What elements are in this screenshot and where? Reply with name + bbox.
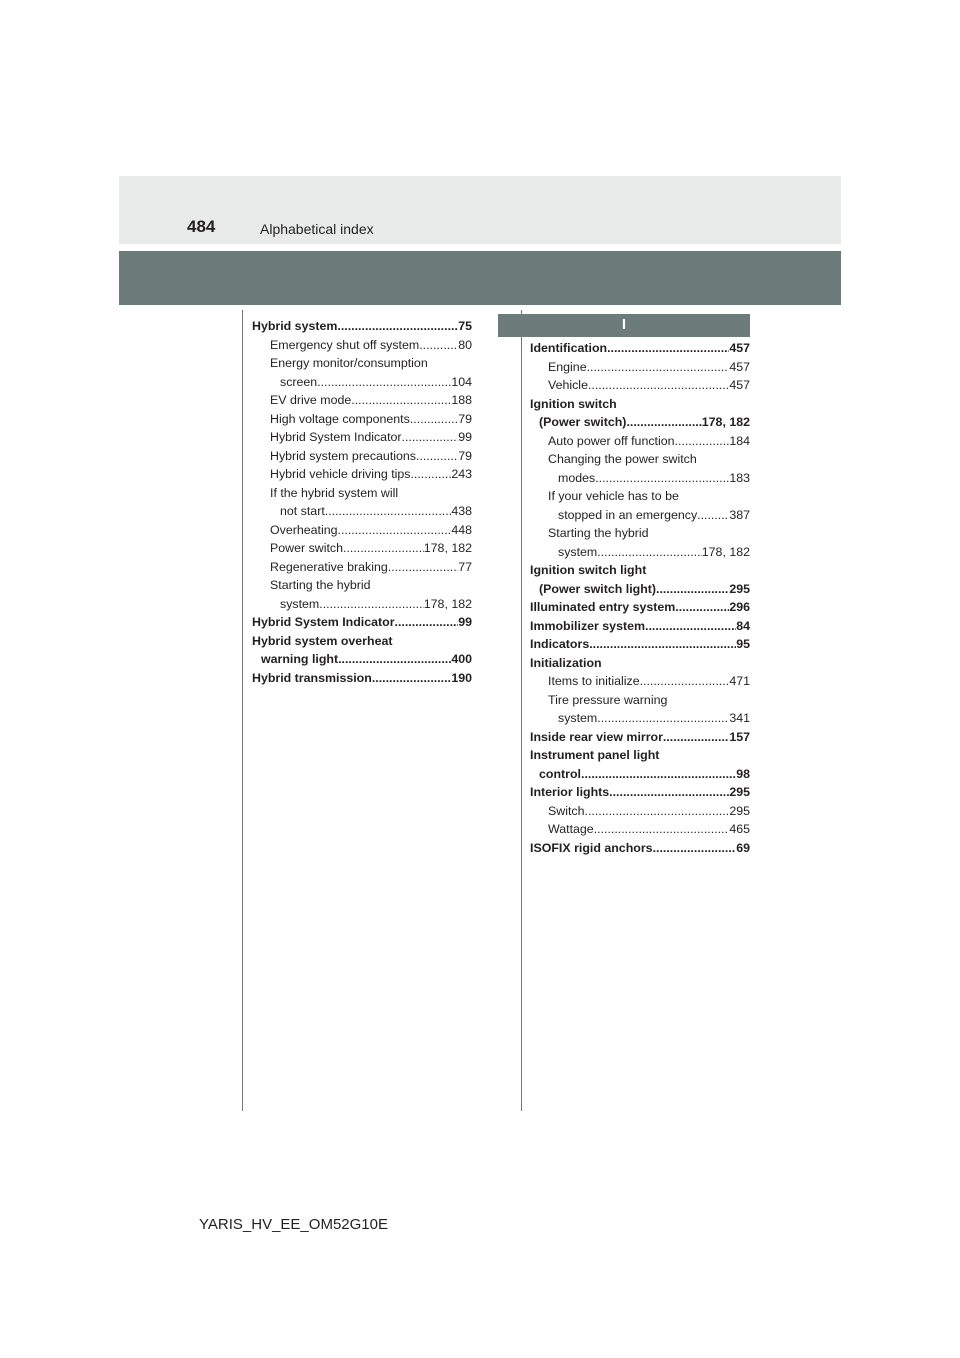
dot-leader	[589, 635, 736, 654]
index-term: Hybrid transmission	[252, 670, 372, 685]
page-reference: 95	[736, 637, 750, 651]
page-reference: 77	[458, 559, 472, 574]
index-entry	[530, 728, 750, 747]
index-term: Engine	[548, 359, 587, 374]
index-entry	[252, 669, 472, 688]
header-band	[119, 251, 841, 305]
index-term: (Power switch)	[539, 415, 627, 429]
page-reference: 465	[729, 822, 750, 836]
dot-leader	[587, 358, 730, 377]
index-term: Tire pressure warning	[548, 692, 668, 707]
page-reference: 296	[729, 600, 750, 614]
dot-leader	[581, 765, 736, 784]
index-term: Power switch	[270, 541, 343, 555]
dot-leader	[653, 839, 737, 858]
index-term: High voltage components	[270, 411, 410, 426]
index-term: not start	[280, 504, 325, 518]
dot-leader	[416, 447, 458, 466]
page-reference: 99	[458, 615, 472, 629]
index-entry	[530, 450, 750, 469]
index-term: Items to initialize	[548, 674, 640, 688]
index-term: Interior lights	[530, 785, 610, 799]
dot-leader	[372, 669, 452, 688]
index-entry	[530, 598, 750, 617]
dot-leader	[626, 413, 701, 432]
page-reference: 190	[451, 670, 472, 685]
index-entry	[252, 354, 472, 373]
index-term: modes	[558, 470, 596, 485]
right-column-rule	[521, 310, 522, 1111]
index-term: If your vehicle has to be	[548, 489, 679, 503]
index-term: system	[280, 596, 320, 611]
page-reference: 99	[458, 430, 472, 444]
index-term: Instrument panel light	[530, 748, 660, 762]
index-term: EV drive mode	[270, 393, 352, 407]
index-term: Hybrid System Indicator	[252, 615, 395, 629]
index-term: Energy monitor/consumption	[270, 356, 428, 370]
page-reference: 438	[451, 504, 472, 518]
page-reference: 184	[729, 433, 750, 448]
page-reference: 69	[736, 840, 750, 855]
left-column-rule	[242, 310, 243, 1111]
index-term: Switch	[548, 803, 585, 818]
index-entry	[530, 802, 750, 821]
page-reference: 341	[729, 711, 750, 725]
index-entry	[530, 691, 750, 710]
page-reference: 178, 182	[423, 596, 472, 611]
index-entry	[252, 373, 472, 392]
dot-leader	[585, 802, 730, 821]
dot-leader	[317, 373, 451, 392]
index-term: screen	[280, 374, 318, 389]
index-entry	[530, 635, 750, 654]
index-term: warning light	[261, 652, 339, 666]
index-term: system	[558, 711, 598, 725]
page-reference: 457	[729, 359, 750, 374]
dot-leader	[319, 595, 424, 614]
page-reference: 295	[729, 581, 750, 596]
index-entry	[252, 410, 472, 429]
dot-leader	[597, 709, 729, 728]
dot-leader	[351, 391, 451, 410]
index-entry	[252, 317, 472, 336]
index-entry	[530, 672, 750, 691]
dot-leader	[675, 598, 729, 617]
index-term: Overheating	[270, 522, 338, 537]
index-term: Auto power off function	[548, 433, 675, 448]
index-entry	[252, 576, 472, 595]
index-entry	[530, 617, 750, 636]
page-reference: 178, 182	[423, 541, 472, 555]
index-entry	[252, 428, 472, 447]
index-entry	[530, 376, 750, 395]
page-reference: 471	[729, 674, 750, 688]
dot-leader	[395, 613, 459, 632]
page-reference: 98	[736, 766, 750, 781]
index-term: Immobilizer system	[530, 618, 646, 633]
index-entry	[530, 395, 750, 414]
page-reference: 75	[458, 319, 472, 333]
dot-leader	[588, 376, 729, 395]
left-index-column	[252, 317, 472, 687]
page-reference: 457	[729, 341, 750, 355]
index-entry	[530, 765, 750, 784]
dot-leader	[697, 506, 729, 525]
dot-leader	[645, 617, 736, 636]
index-entry	[530, 413, 750, 432]
index-entry	[530, 358, 750, 377]
index-entry	[530, 654, 750, 673]
page-reference: 295	[729, 785, 750, 799]
page-reference: 79	[458, 411, 472, 426]
index-entry	[252, 558, 472, 577]
dot-leader	[607, 339, 729, 358]
index-term: stopped in an emergency	[558, 507, 698, 522]
index-entry	[530, 561, 750, 580]
index-term: If the hybrid system will	[270, 485, 399, 500]
index-term: system	[558, 544, 598, 559]
index-entry	[530, 339, 750, 358]
index-term: Hybrid System Indicator	[270, 430, 402, 444]
dot-leader	[337, 317, 458, 336]
index-term: Initialization	[530, 655, 602, 670]
page-reference: 188	[451, 393, 472, 407]
index-entry	[252, 521, 472, 540]
dot-leader	[656, 580, 729, 599]
index-term: Hybrid system precautions	[270, 448, 416, 463]
page-reference: 84	[736, 618, 750, 633]
index-entry	[530, 746, 750, 765]
page-reference: 178, 182	[701, 415, 750, 429]
page-reference: 448	[451, 522, 472, 537]
index-term: (Power switch light)	[539, 581, 657, 596]
page-reference: 457	[729, 378, 750, 392]
index-term: ISOFIX rigid anchors	[530, 840, 653, 855]
index-term: Inside rear view mirror	[530, 729, 663, 744]
page-number: 484	[187, 217, 216, 236]
index-entry	[530, 709, 750, 728]
index-entry	[530, 469, 750, 488]
index-term: control	[539, 766, 581, 781]
header-bar	[119, 176, 841, 244]
dot-leader	[410, 410, 458, 429]
index-term: Starting the hybrid	[548, 526, 649, 540]
index-entry	[530, 820, 750, 839]
index-term: Regenerative braking	[270, 559, 388, 574]
page-reference: 387	[729, 507, 750, 522]
index-entry	[252, 650, 472, 669]
index-term: Emergency shut off system	[270, 337, 420, 352]
index-term: Hybrid vehicle driving tips	[270, 467, 411, 481]
page-reference: 178, 182	[701, 544, 750, 559]
dot-leader	[675, 432, 730, 451]
page-reference: 183	[729, 470, 750, 485]
dot-leader	[338, 521, 452, 540]
dot-leader	[663, 728, 729, 747]
index-entry	[252, 465, 472, 484]
document-code: YARIS_HV_EE_OM52G10E	[199, 1216, 388, 1233]
index-entry	[252, 539, 472, 558]
index-entry	[252, 484, 472, 503]
index-entry	[530, 506, 750, 525]
index-term: Vehicle	[548, 378, 588, 392]
dot-leader	[343, 539, 424, 558]
index-term: Illuminated entry system	[530, 600, 676, 614]
letter-tab: I	[498, 314, 750, 337]
page-reference: 400	[451, 652, 472, 666]
index-term: Indicators	[530, 637, 590, 651]
index-entry	[530, 543, 750, 562]
index-entry	[530, 432, 750, 451]
index-term: Hybrid system	[252, 319, 338, 333]
dot-leader	[594, 820, 730, 839]
dot-leader	[419, 336, 458, 355]
index-entry	[252, 632, 472, 651]
index-entry	[252, 447, 472, 466]
dot-leader	[640, 672, 730, 691]
dot-leader	[388, 558, 458, 577]
dot-leader	[338, 650, 451, 669]
index-term: Hybrid system overheat	[252, 633, 393, 648]
index-entry	[530, 783, 750, 802]
index-entry	[530, 580, 750, 599]
index-term: Changing the power switch	[548, 452, 697, 466]
index-term: Ignition switch light	[530, 563, 647, 577]
page-reference: 157	[729, 729, 750, 744]
index-entry	[252, 336, 472, 355]
page-reference: 80	[458, 337, 472, 352]
index-term: Ignition switch	[530, 396, 617, 411]
page-reference: 79	[458, 448, 472, 463]
index-entry	[252, 595, 472, 614]
index-entry	[530, 524, 750, 543]
page-reference: 243	[451, 467, 472, 481]
dot-leader	[609, 783, 729, 802]
index-entry	[530, 487, 750, 506]
index-term: Wattage	[548, 822, 594, 836]
dot-leader	[595, 469, 729, 488]
dot-leader	[402, 428, 459, 447]
index-entry	[252, 391, 472, 410]
page-reference: 104	[451, 374, 472, 389]
index-entry	[252, 502, 472, 521]
section-title: Alphabetical index	[260, 221, 374, 237]
index-entry	[252, 613, 472, 632]
dot-leader	[597, 543, 702, 562]
index-term: Starting the hybrid	[270, 578, 371, 592]
index-entry	[530, 839, 750, 858]
dot-leader	[410, 465, 451, 484]
page-reference: 295	[729, 803, 750, 818]
index-term: Identification	[530, 341, 608, 355]
dot-leader	[325, 502, 452, 521]
right-index-column	[530, 339, 750, 857]
